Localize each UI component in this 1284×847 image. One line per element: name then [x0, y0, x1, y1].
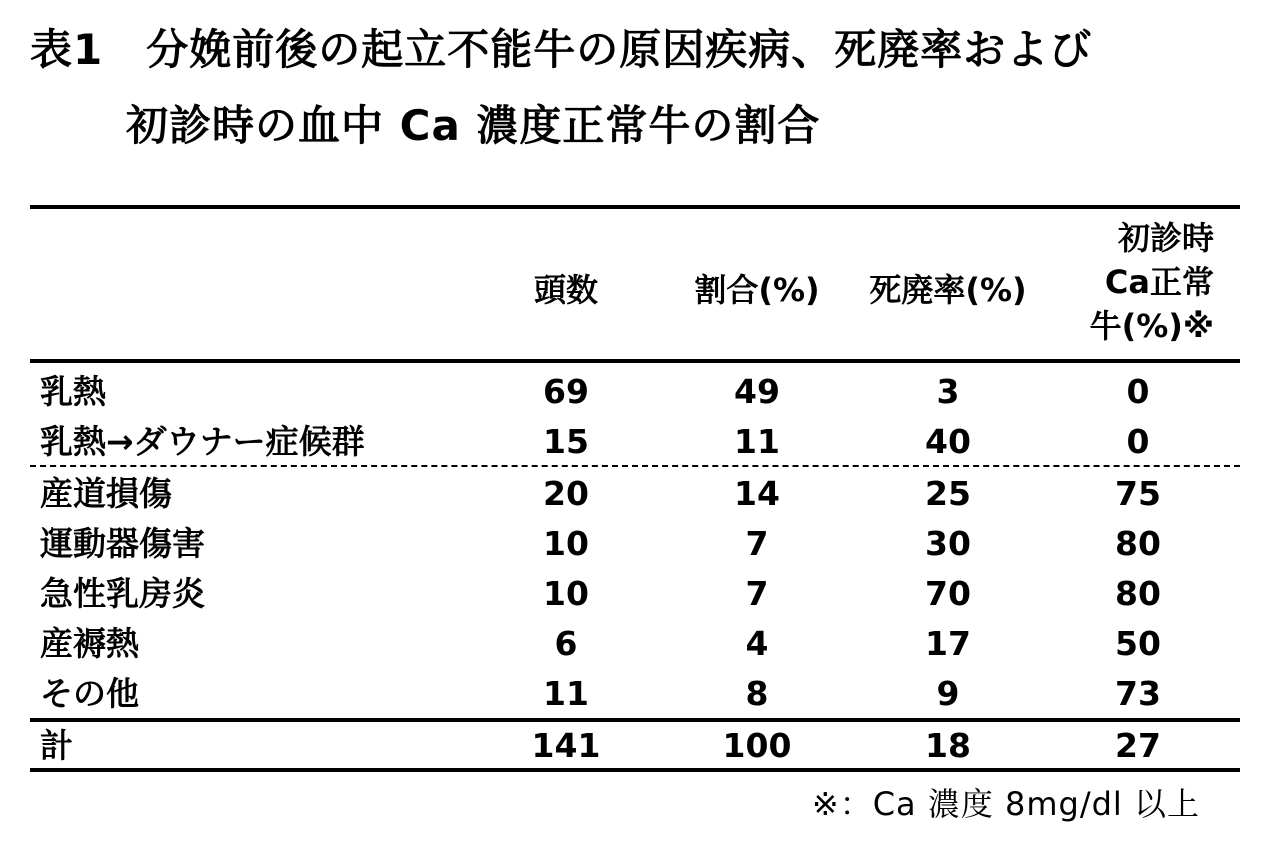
- row-ca-normal: 0: [1126, 422, 1150, 461]
- row-label: 乳熱→ダウナー症候群: [40, 422, 365, 461]
- total-ca-normal: 27: [1115, 726, 1161, 765]
- row-count: 20: [543, 474, 589, 513]
- row-ca-normal: 80: [1115, 574, 1161, 613]
- header-mortality: 死廃率(%): [869, 271, 1027, 309]
- row-label: 産褥熱: [40, 624, 139, 663]
- row-ratio: 7: [745, 524, 769, 563]
- row-mortality: 25: [925, 474, 971, 513]
- row-label: 急性乳房炎: [40, 574, 205, 613]
- table-row: [0, 368, 1284, 416]
- row-ca-normal: 50: [1115, 624, 1161, 663]
- header-ca-normal-line3: 牛(%)※: [1089, 307, 1214, 345]
- row-mortality: 17: [925, 624, 971, 663]
- row-count: 10: [543, 574, 589, 613]
- header-ca-normal-line2: Ca正常: [1104, 263, 1214, 301]
- table-row: [0, 470, 1284, 518]
- table-row: [0, 520, 1284, 568]
- row-mortality: 9: [936, 674, 960, 713]
- table-top-rule: [30, 205, 1240, 209]
- row-ca-normal: 75: [1115, 474, 1161, 513]
- row-ca-normal: 80: [1115, 524, 1161, 563]
- row-ca-normal: 0: [1126, 372, 1150, 411]
- row-count: 6: [554, 624, 578, 663]
- table-row: [0, 570, 1284, 618]
- table-row: [0, 620, 1284, 668]
- group-divider: [30, 465, 1240, 467]
- total-ratio: 100: [722, 726, 792, 765]
- row-mortality: 40: [925, 422, 971, 461]
- row-count: 10: [543, 524, 589, 563]
- row-count: 69: [543, 372, 589, 411]
- footnote: ※：Ca 濃度 8mg/dl 以上: [811, 785, 1200, 823]
- row-ratio: 7: [745, 574, 769, 613]
- total-mortality: 18: [925, 726, 971, 765]
- row-mortality: 70: [925, 574, 971, 613]
- row-label: その他: [40, 674, 139, 713]
- table-row: [0, 418, 1284, 466]
- row-mortality: 30: [925, 524, 971, 563]
- total-row: [0, 722, 1284, 770]
- row-ratio: 14: [734, 474, 780, 513]
- row-ca-normal: 73: [1115, 674, 1161, 713]
- row-label: 運動器傷害: [40, 524, 205, 563]
- table-bottom-rule: [30, 768, 1240, 772]
- row-label: 産道損傷: [40, 474, 172, 513]
- row-count: 15: [543, 422, 589, 461]
- title-line-2: 初診時の血中 Ca 濃度正常牛の割合: [126, 101, 821, 150]
- row-mortality: 3: [936, 372, 960, 411]
- header-ratio: 割合(%): [694, 271, 820, 309]
- total-count: 141: [531, 726, 601, 765]
- header-count: 頭数: [533, 271, 598, 309]
- table-row: [0, 670, 1284, 718]
- title-line-1: 表1 分娩前後の起立不能牛の原因疾病、死廃率および: [30, 25, 1093, 74]
- row-ratio: 49: [734, 372, 780, 411]
- row-ratio: 8: [745, 674, 769, 713]
- row-ratio: 11: [734, 422, 780, 461]
- row-count: 11: [543, 674, 589, 713]
- header-ca-normal: [1090, 216, 1214, 348]
- header-ca-normal-line1: 初診時: [1117, 219, 1214, 257]
- header-bottom-rule: [30, 359, 1240, 363]
- row-ratio: 4: [745, 624, 769, 663]
- row-label: 乳熱: [40, 372, 106, 411]
- total-label: 計: [40, 726, 73, 765]
